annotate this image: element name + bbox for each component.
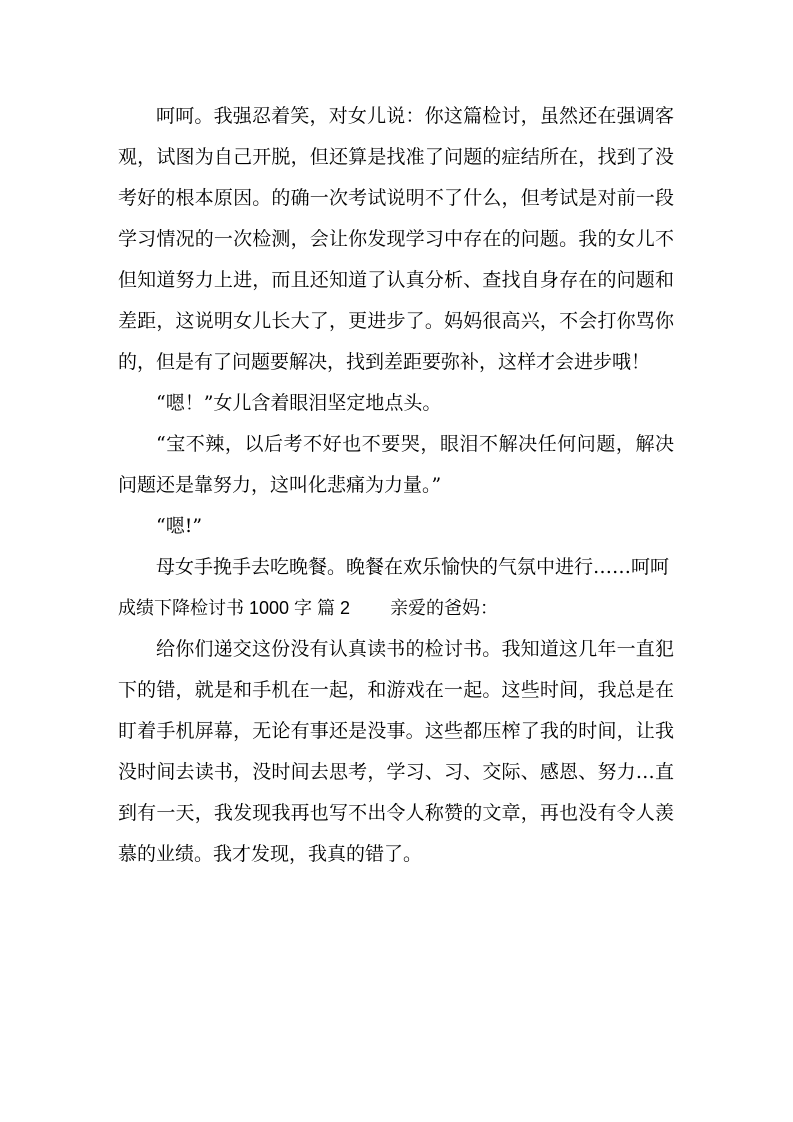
section-heading <box>118 588 674 629</box>
paragraph-apology: 给你们递交这份没有认真读书的检讨书。我知道这几年一直犯下的错，就是和手机在一起，和游戏在一起。这些时间，我总是在盯着手机屏幕，无论有事还是没事。这些都压榨了我的时间，让我没时间去读书，没时间去思考，学习、习、交际、感恩、努力…直到有一天，我发现我再也写不出令人称赞的文章，再也没有令人羡慕的业绩。我才发现，我真的错了。 <box>118 638 674 865</box>
paragraph-dinner: 母女手挽手去吃晚餐。晚餐在欢乐愉快的气氛中进行……呵呵 <box>156 556 670 578</box>
paragraph-daughter-nods: “嗯！”女儿含着眼泪坚定地点头。 <box>156 392 442 414</box>
paragraph-en: “嗯!” <box>156 515 203 537</box>
document-body <box>118 96 674 875</box>
section-title: 成绩下降检讨书 1000 字 篇 2 <box>118 598 351 618</box>
paragraph-dont-cry: “宝不辣，以后考不好也不要哭，眼泪不解决任何问题，解决问题还是靠努力，这叫化悲痛为力量。” <box>118 433 674 496</box>
section-salutation: 亲爱的爸妈： <box>390 598 499 618</box>
paragraph-mother-reply: 呵呵。我强忍着笑，对女儿说：你这篇检讨，虽然还在强调客观，试图为自己开脱，但还算是找准了问题的症结所在，找到了没考好的根本原因。的确一次考试说明不了什么，但考试是对前一段学习情况的一次检测，会让你发现学习中存在的问题。我的女儿不但知道努力上进，而且还知道了认真分析、查找自身存在的问题和差距，这说明女儿长大了，更进步了。妈妈很高兴，不会打你骂你的，但是有了问题要解决，找到差距要弥补，这样才会进步哦！ <box>118 105 674 373</box>
